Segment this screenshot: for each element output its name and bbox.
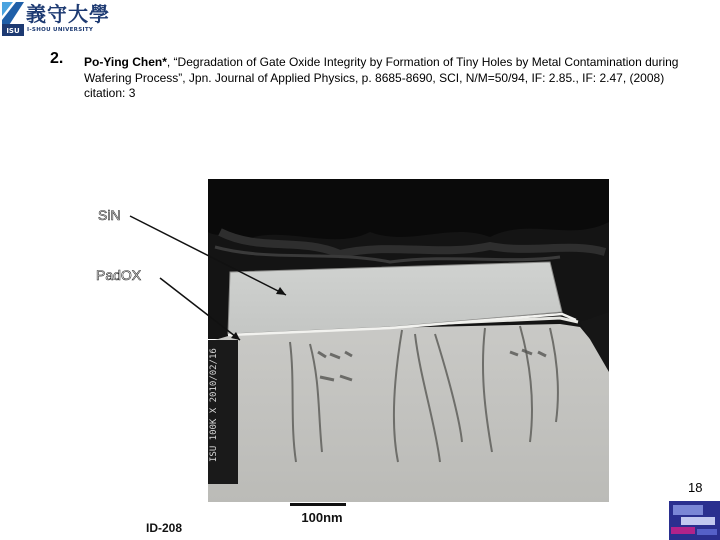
page-number: 18 bbox=[688, 480, 703, 495]
citation-number: 2. bbox=[50, 50, 64, 67]
citation-text bbox=[84, 55, 704, 102]
scale-bar bbox=[290, 503, 346, 506]
university-name-english: I-SHOU UNIVERSITY bbox=[27, 27, 94, 33]
university-logo bbox=[2, 2, 142, 40]
corner-decoration-icon bbox=[669, 501, 720, 540]
citation-body: , “Degradation of Gate Oxide Integrity by Formation of Tiny Holes by Metal Contamination during Wafering Process”, Jpn. Journal of Applied Physics, p. 8685-8690, SCI, N/M=50/94, IF: 2.85., IF: 2.47, (2008) citation: 3 bbox=[84, 55, 679, 100]
university-emblem-icon bbox=[2, 2, 24, 36]
emblem-text: ISU bbox=[6, 27, 20, 35]
tem-micrograph bbox=[90, 162, 610, 540]
image-id: ID-208 bbox=[146, 521, 183, 535]
side-stamp: ISU 100K X 2010/02/16 bbox=[209, 348, 219, 462]
scale-bar-label: 100nm bbox=[301, 510, 343, 525]
tem-micrograph-figure bbox=[90, 162, 610, 540]
citation-author: Po-Ying Chen* bbox=[84, 55, 167, 69]
university-name-chinese: 義守大學 bbox=[26, 2, 110, 26]
label-sin: SiN bbox=[98, 207, 121, 223]
label-padox: PadOX bbox=[96, 267, 142, 283]
